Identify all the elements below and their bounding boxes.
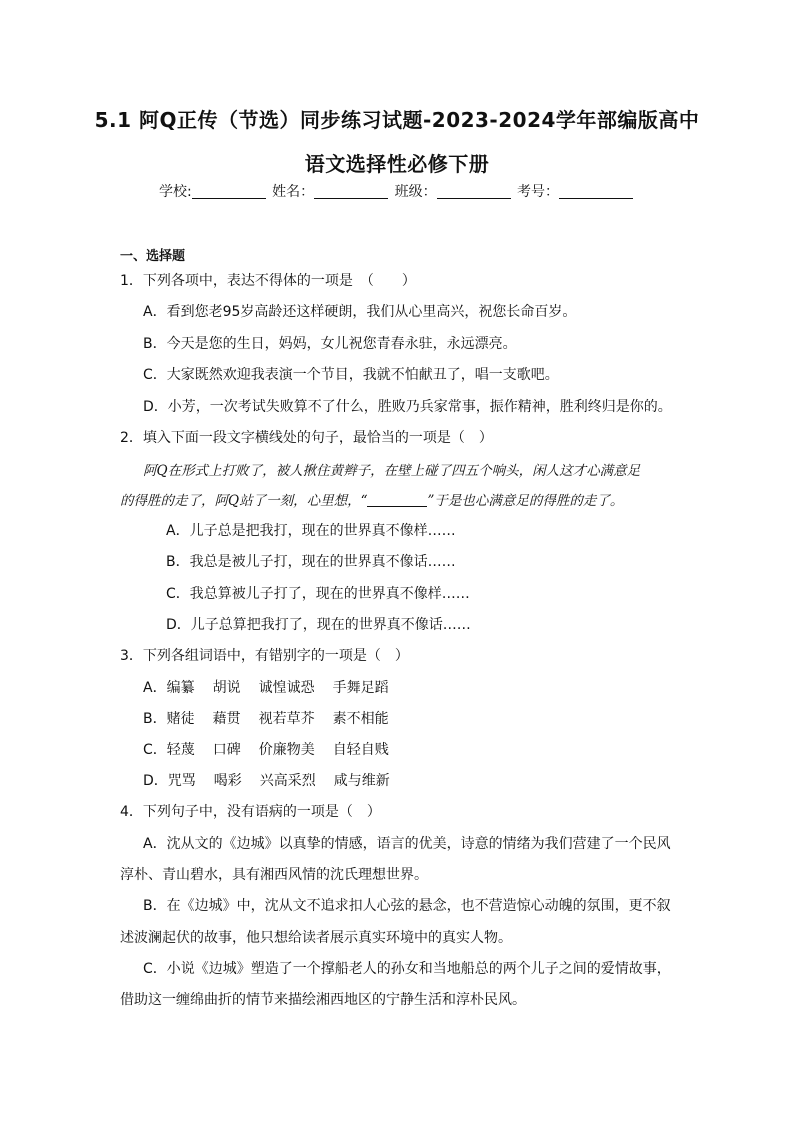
question-4-stem: 4．下列句子中，没有语病的一项是（ ） <box>120 804 381 820</box>
name-label: 姓名： <box>272 184 315 200</box>
word-item: C．轻蔑 <box>143 742 195 758</box>
passage-text-before-blank: 的得胜的走了，阿Q站了一刻，心里想，“ <box>120 493 368 509</box>
question-2-option-a: A．儿子总是把我打，现在的世界真不像样…… <box>166 523 456 539</box>
question-4-option-b: B．在《边城》中，沈从文不追求扣人心弦的悬念，也不营造惊心动魄的氛围，更不叙 <box>143 898 671 914</box>
word-item: 价廉物美 <box>258 742 315 758</box>
question-2-option-d: D．儿子总算把我打了，现在的世界真不像话…… <box>166 617 471 633</box>
question-3-option-c <box>143 739 389 759</box>
question-2-passage-line-2 <box>120 489 623 509</box>
exam-number-field[interactable] <box>559 184 633 199</box>
word-item: 自轻自贱 <box>332 742 389 758</box>
word-item: 视若草芥 <box>258 711 315 727</box>
student-info-row <box>0 181 794 201</box>
question-1-option-c: C．大家既然欢迎我表演一个节目，我就不怕献丑了，唱一支歌吧。 <box>143 367 559 383</box>
page-title-continued: 语文选择性必修下册 <box>304 152 490 176</box>
word-item: A．编纂 <box>143 680 195 696</box>
question-2-option-b: B．我总是被儿子打，现在的世界真不像话…… <box>166 554 456 570</box>
question-1-option-a: A．看到您老95岁高龄还这样硬朗，我们从心里高兴，祝您长命百岁。 <box>143 304 577 320</box>
question-1-stem: 1．下列各项中，表达不得体的一项是 （ ） <box>120 273 416 289</box>
word-item: B．赌徒 <box>143 711 195 727</box>
class-field[interactable] <box>437 184 511 199</box>
section-heading: 一、选择题 <box>120 249 186 264</box>
fill-in-blank <box>367 494 427 507</box>
word-item: 喝彩 <box>213 773 242 789</box>
question-3-option-a <box>143 677 389 697</box>
passage-text-after-blank: ”于是也心满意足的得胜的走了。 <box>427 493 624 509</box>
word-item: 诚惶诚恐 <box>258 680 315 696</box>
question-4-option-a-continued: 淳朴、青山碧水，具有湘西风情的沈氏理想世界。 <box>120 867 428 883</box>
word-item: 口碑 <box>212 742 241 758</box>
question-1-option-d: D．小芳，一次考试失败算不了什么，胜败乃兵家常事，振作精神，胜利终归是你的。 <box>143 399 672 415</box>
school-field[interactable] <box>192 184 266 199</box>
question-2-passage-line-1: 阿Q在形式上打败了，被人揪住黄辫子，在壁上碰了四五个响头，闲人这才心满意足 <box>143 463 641 479</box>
question-3-option-d <box>143 770 390 790</box>
school-label: 学校: <box>158 184 192 200</box>
question-4-option-b-continued: 述波澜起伏的故事，他只想给读者展示真实环境中的真实人物。 <box>120 930 512 946</box>
question-4-option-c: C．小说《边城》塑造了一个撑船老人的孙女和当地船总的两个儿子之间的爱情故事， <box>143 961 671 977</box>
question-2-stem: 2．填入下面一段文字横线处的句子，最恰当的一项是（ ） <box>120 430 493 446</box>
question-3-option-b <box>143 708 389 728</box>
question-4-option-c-continued: 借助这一缠绵曲折的情节来描绘湘西地区的宁静生活和淳朴民风。 <box>120 992 526 1008</box>
word-item: D．咒骂 <box>143 773 196 789</box>
name-field[interactable] <box>314 184 388 199</box>
word-item: 兴高采烈 <box>259 773 316 789</box>
question-1-option-b: B．今天是您的生日，妈妈，女儿祝您青春永驻，永远漂亮。 <box>143 336 517 352</box>
word-item: 藉贯 <box>212 711 241 727</box>
word-item: 咸与维新 <box>333 773 390 789</box>
class-label: 班级： <box>394 184 437 200</box>
page-title: 5.1 阿Q正传（节选）同步练习试题-2023-2024学年部编版高中 <box>94 108 700 132</box>
exam-number-label: 考号： <box>517 184 560 200</box>
word-item: 手舞足蹈 <box>332 680 389 696</box>
question-4-option-a: A．沈从文的《边城》以真挚的情感，语言的优美，诗意的情绪为我们营建了一个民风 <box>143 836 671 852</box>
word-item: 素不相能 <box>332 711 389 727</box>
question-2-option-c: C．我总算被儿子打了，现在的世界真不像样…… <box>166 586 470 602</box>
word-item: 胡说 <box>212 680 241 696</box>
question-3-stem: 3．下列各组词语中，有错别字的一项是（ ） <box>120 648 409 664</box>
